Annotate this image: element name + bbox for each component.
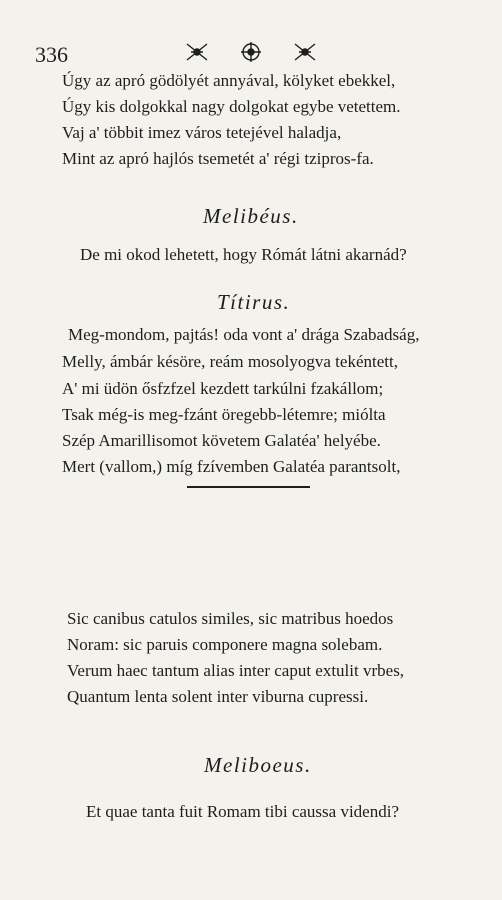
hungarian-verse-line: Úgy az apró gödölyét annyával, kölyket ebekkel, [62,71,396,90]
hungarian-verse-line: Mint az apró hajlós tsemetét a' régi tzipros-fa. [62,149,374,168]
speaker-question: Et quae tanta fuit Romam tibi caussa videndi? [86,802,399,821]
speaker-heading: Meliboeus. [204,753,312,777]
decorative-fleuron-ornament [181,40,321,64]
hungarian-verse-line: Mert (vallom,) míg fzívemben Galatéa parantsolt, [62,457,401,476]
latin-verse-line: Quantum lenta solent inter viburna cupressi. [67,687,369,706]
latin-verse-line: Noram: sic paruis componere magna solebam. [67,635,383,654]
hungarian-verse-line: Meg-mondom, pajtás! oda vont a' drága Szabadság, [68,325,420,344]
section-divider [187,486,310,488]
page-number: 336 [35,42,68,67]
hungarian-verse-line: Úgy kis dolgokkal nagy dolgokat egybe vetettem. [62,97,401,116]
speaker-heading: Títirus. [217,290,291,314]
latin-verse-line: Sic canibus catulos similes, sic matribus hoedos [67,609,394,628]
speaker-question: De mi okod lehetett, hogy Rómát látni akarnád? [80,245,407,264]
latin-verse-line: Verum haec tantum alias inter caput extulit vrbes, [67,661,405,680]
hungarian-verse-line: Vaj a' többit imez város tetejével haladja, [62,123,342,142]
hungarian-verse-line: A' mi üdön ősfzfzel kezdett tarkúlni fzakállom; [62,379,384,398]
speaker-heading: Melibéus. [203,204,299,228]
hungarian-verse-line: Szép Amarillisomot követem Galatéa' helyébe. [62,431,381,450]
hungarian-verse-line: Melly, ámbár késöre, reám mosolyogva tekéntett, [62,352,398,371]
hungarian-verse-line: Tsak még-is meg-fzánt öregebb-létemre; miólta [62,405,386,424]
